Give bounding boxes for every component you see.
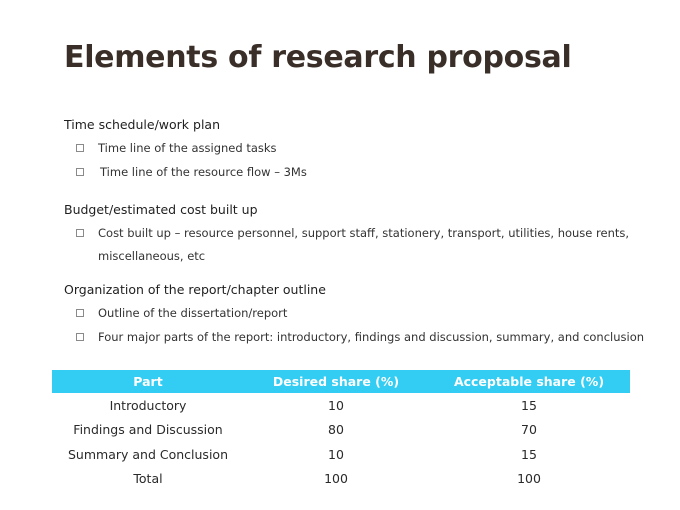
table-cell-desired: 80 — [328, 422, 344, 438]
table-cell-acceptable: 15 — [521, 397, 537, 413]
table-cell-acceptable: 15 — [521, 446, 537, 462]
list-item-text: Time line of the resource flow – 3Ms — [100, 165, 307, 179]
list-item — [76, 226, 629, 240]
section-heading-organization: Organization of the report/chapter outline — [64, 282, 326, 297]
checkbox-bullet-icon — [76, 168, 84, 176]
table-cell-desired: 10 — [328, 397, 344, 413]
table-cell-acceptable: 100 — [517, 471, 541, 487]
table-cell-desired: 100 — [324, 471, 348, 487]
table-cell-acceptable: 70 — [521, 422, 537, 438]
table-cell-part: Findings and Discussion — [73, 422, 223, 438]
slide-title: Elements of research proposal — [64, 40, 572, 75]
table-cell-part: Total — [133, 471, 163, 487]
list-item — [76, 306, 287, 320]
table-row — [52, 393, 630, 418]
list-item-continuation: miscellaneous, etc — [98, 249, 206, 263]
share-table — [52, 370, 630, 491]
list-item — [76, 330, 644, 344]
table-row-total — [52, 467, 630, 492]
table-cell-part: Summary and Conclusion — [68, 446, 228, 462]
table-cell-part: Introductory — [109, 397, 187, 413]
checkbox-bullet-icon — [76, 333, 84, 341]
table-row — [52, 418, 630, 443]
checkbox-bullet-icon — [76, 309, 84, 317]
list-item — [76, 141, 277, 155]
section-heading-budget: Budget/estimated cost built up — [64, 202, 258, 217]
list-item — [76, 165, 307, 179]
column-header-desired-share: Desired share (%) — [244, 370, 428, 393]
table-cell-desired: 10 — [328, 446, 344, 462]
table-header-row — [52, 370, 630, 393]
checkbox-bullet-icon — [76, 144, 84, 152]
table-row — [52, 442, 630, 467]
list-item-text: Time line of the assigned tasks — [98, 141, 277, 155]
section-heading-time-schedule: Time schedule/work plan — [64, 117, 221, 132]
list-item-text: Outline of the dissertation/report — [98, 306, 288, 320]
column-header-acceptable-share: Acceptable share (%) — [428, 370, 630, 393]
column-header-part: Part — [52, 370, 244, 393]
checkbox-bullet-icon — [76, 229, 84, 237]
list-item-text: Four major parts of the report: introductory, findings and discussion, summary, and conclusion — [98, 330, 645, 344]
list-item-text: Cost built up – resource personnel, support staff, stationery, transport, utilities, house rents, — [98, 226, 630, 240]
